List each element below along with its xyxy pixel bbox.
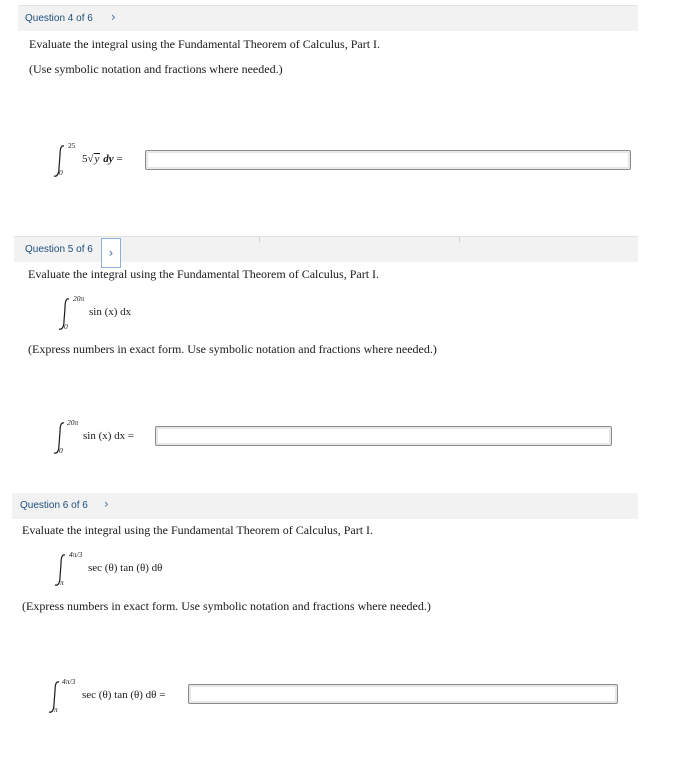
- next-question-chevron-icon[interactable]: ›: [104, 497, 109, 511]
- lower-limit: 0: [64, 322, 68, 331]
- integrand: sec (θ) tan (θ) dθ: [88, 562, 163, 574]
- equals-sign: =: [127, 430, 135, 442]
- upper-limit: 20π: [73, 294, 85, 303]
- question-6-prompt: Evaluate the integral using the Fundamental Theorem of Calculus, Part I.: [22, 523, 374, 537]
- integrand: [83, 430, 134, 442]
- differential: dy: [103, 153, 114, 165]
- integrand-radicand: y: [94, 153, 100, 165]
- integrand-text: sin (x) dx: [83, 430, 126, 442]
- lower-limit: π: [54, 705, 58, 714]
- header-divider: [459, 237, 460, 242]
- question-6-answer-input[interactable]: [188, 684, 618, 704]
- integrand: sin (x) dx: [89, 306, 132, 318]
- upper-limit: 20π: [67, 418, 79, 427]
- integrand: [82, 689, 165, 701]
- upper-limit: 4π/3: [69, 550, 83, 559]
- question-4-prompt: Evaluate the integral using the Fundamental Theorem of Calculus, Part I.: [29, 37, 381, 51]
- integrand: [82, 153, 123, 165]
- question-5-note: (Express numbers in exact form. Use symbolic notation and fractions where needed.): [28, 342, 437, 356]
- header-divider: [259, 237, 260, 242]
- question-6-label: Question 6 of 6: [20, 500, 88, 511]
- question-4-answer-input[interactable]: [145, 150, 631, 170]
- next-question-chevron-icon[interactable]: ›: [111, 10, 116, 24]
- question-5-header: [14, 236, 638, 262]
- question-5-prompt: Evaluate the integral using the Fundamental Theorem of Calculus, Part I.: [28, 267, 380, 281]
- question-5-label: Question 5 of 6: [25, 244, 93, 255]
- lower-limit: π: [60, 578, 64, 587]
- question-4-label: Question 4 of 6: [25, 13, 93, 24]
- sqrt-sign-icon: √: [87, 153, 94, 165]
- question-4-header: [18, 5, 638, 31]
- question-5-answer-input[interactable]: [155, 426, 612, 446]
- question-6-header: [12, 493, 638, 519]
- integrand-coefficient: 5: [82, 153, 88, 165]
- integrand-text: sec (θ) tan (θ) dθ: [82, 689, 157, 701]
- equals-sign: =: [116, 153, 123, 165]
- lower-limit: 0: [59, 446, 63, 455]
- upper-limit: 4π/3: [62, 677, 76, 686]
- next-question-chevron-icon[interactable]: ›: [101, 238, 121, 268]
- question-6-note: (Express numbers in exact form. Use symbolic notation and fractions where needed.): [22, 599, 431, 613]
- upper-limit: 25: [68, 141, 76, 150]
- lower-limit: 0: [59, 168, 63, 177]
- question-4-note: (Use symbolic notation and fractions where needed.): [29, 62, 283, 76]
- equals-sign: =: [159, 689, 166, 701]
